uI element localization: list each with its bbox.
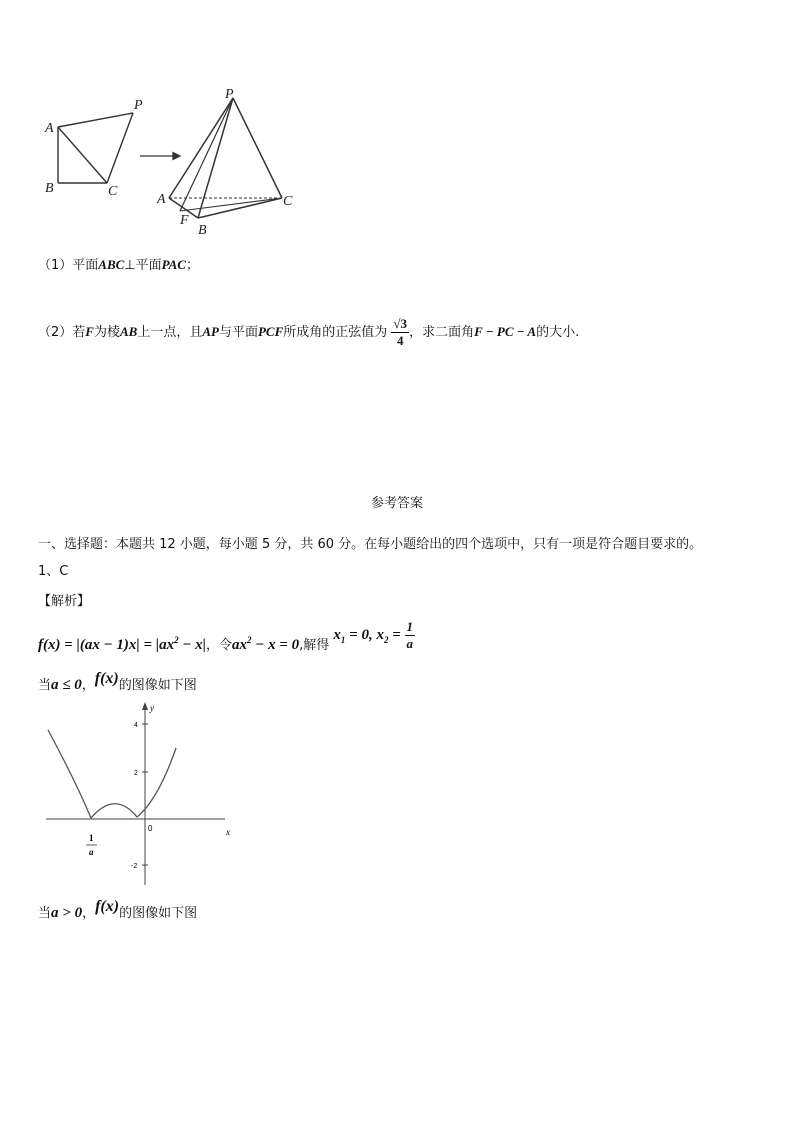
label-P-right: P bbox=[225, 87, 234, 102]
edge-PA bbox=[169, 98, 233, 198]
edge-BC-3d bbox=[198, 198, 282, 218]
label-C-left: C bbox=[108, 184, 118, 199]
analysis-heading: 【解析】 bbox=[38, 594, 91, 609]
case-a-nonpositive: 当a ≤ 0，f(x)的图像如下图 bbox=[38, 670, 197, 693]
edge-AC bbox=[58, 127, 107, 183]
planar-figure bbox=[58, 113, 133, 183]
sine-fraction: $\frac{√3}{4}$ bbox=[393, 316, 408, 348]
y-tick-2: 2 bbox=[134, 770, 138, 777]
answer-title: 参考答案 bbox=[370, 496, 423, 511]
function-curve bbox=[48, 730, 176, 818]
edge-PC-3d bbox=[233, 98, 282, 198]
root-label-den: a bbox=[89, 847, 94, 857]
origin-label: 0 bbox=[148, 824, 153, 833]
edge-PC bbox=[107, 113, 133, 183]
label-F-right: F bbox=[180, 213, 189, 228]
section-heading: 一、选择题：本题共 12 小题，每小题 5 分，共 60 分。在每小题给出的四个选项中，只有一项是符合题目要求的。 bbox=[38, 537, 703, 552]
label-A-right: A bbox=[157, 192, 166, 207]
root-label-num: 1 bbox=[89, 833, 94, 843]
x-label: x bbox=[226, 827, 230, 837]
root-fraction: $\frac{1}{a}$ bbox=[406, 619, 414, 651]
edge-FC bbox=[180, 198, 282, 211]
y-axis-arrow bbox=[142, 702, 148, 710]
arrow-icon bbox=[140, 153, 180, 160]
edge-PB bbox=[198, 98, 233, 218]
edge-AP bbox=[58, 113, 133, 127]
formula-line: $f(x) = |(ax - 1)x| = |ax^2 - x|$，令$ax^2 - x = 0$,解得 $x_1 = 0$, $x_2$ = $\frac{1}{a}$ bbox=[38, 619, 414, 653]
edge-PF bbox=[180, 98, 233, 211]
label-C-right: C bbox=[283, 194, 293, 209]
question-2: （2）若F为棱AB上一点，且AP与平面PCF所成角的正弦值为 $\frac{√3}{4}$ ，求二面角F − PC − A的大小. bbox=[38, 316, 580, 348]
label-A-left: A bbox=[45, 121, 54, 136]
question-1: （1）平面ABC⊥平面PAC； bbox=[38, 257, 199, 273]
pyramid-figure bbox=[169, 98, 282, 218]
function-graph bbox=[40, 700, 240, 890]
label-B-left: B bbox=[45, 181, 54, 196]
y-tick-neg2: -2 bbox=[131, 863, 138, 870]
answer-item-1: 1、C bbox=[38, 564, 69, 579]
y-tick-4: 4 bbox=[134, 722, 138, 729]
label-B-right: B bbox=[198, 223, 207, 238]
label-P-left: P bbox=[134, 98, 143, 113]
case-a-positive: 当a > 0，f(x)的图像如下图 bbox=[38, 898, 198, 921]
geometry-figure bbox=[30, 85, 310, 240]
y-label: y bbox=[150, 703, 154, 713]
